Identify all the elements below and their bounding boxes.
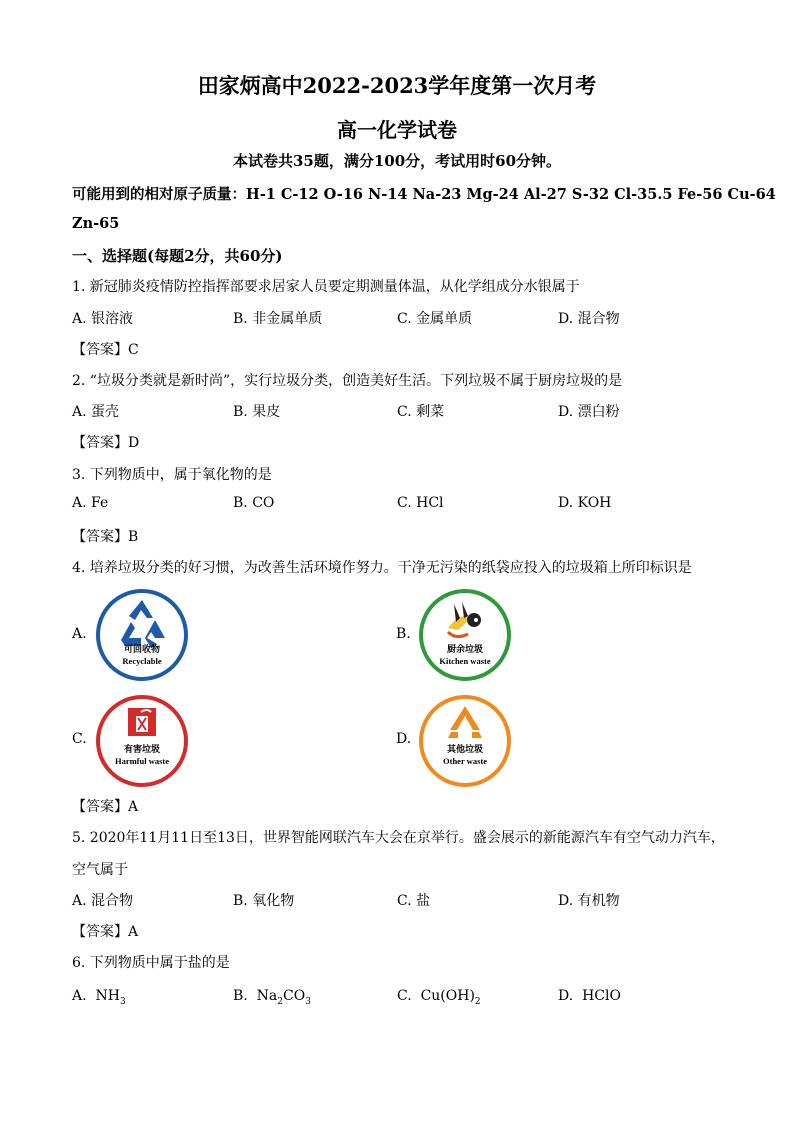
q6-option-b: B. $Na_2CO_3$ bbox=[233, 988, 311, 1007]
svg-text:Other waste: Other waste bbox=[443, 756, 487, 766]
q4-option-b-letter: B. bbox=[396, 626, 411, 642]
q1-answer: 【答案】C bbox=[72, 342, 139, 358]
svg-text:Recyclable: Recyclable bbox=[122, 656, 162, 666]
q3-answer: 【答案】B bbox=[72, 529, 139, 545]
svg-text:可回收物: 可回收物 bbox=[123, 644, 161, 654]
q4-option-d-letter: D. bbox=[396, 731, 412, 747]
question-5-stem-line2: 空气属于 bbox=[72, 862, 128, 878]
svg-text:Harmful waste: Harmful waste bbox=[114, 756, 170, 766]
q5-answer: 【答案】A bbox=[72, 924, 139, 940]
svg-text:其他垃圾: 其他垃圾 bbox=[446, 744, 484, 754]
question-3-stem: 3. 下列物质中，属于氧化物的是 bbox=[72, 467, 272, 483]
atomic-masses-line1: 可能用到的相对原子质量：H-1 C-12 O-16 N-14 Na-23 Mg-24 Al-27 S-32 Cl-35.5 Fe-56 Cu-64 bbox=[72, 186, 776, 203]
svg-text:有害垃圾: 有害垃圾 bbox=[123, 744, 161, 754]
atomic-masses-line2: Zn-65 bbox=[72, 215, 120, 232]
q2-option-b: B. 果皮 bbox=[233, 404, 281, 420]
hazard-bottle-icon bbox=[128, 708, 156, 736]
q5-option-d: D. 有机物 bbox=[558, 893, 620, 909]
q6-option-a: A. $NH_3$ bbox=[72, 988, 126, 1007]
q4-option-c-letter: C. bbox=[72, 731, 87, 747]
q4-answer: 【答案】A bbox=[72, 799, 139, 815]
q2-answer: 【答案】D bbox=[72, 435, 140, 451]
q1-option-c: C. 金属单质 bbox=[397, 311, 473, 327]
other-waste-icon bbox=[418, 694, 512, 792]
q5-option-c: C. 盐 bbox=[397, 893, 431, 909]
q6-option-d: D. HClO bbox=[558, 988, 621, 1004]
question-2-stem: 2. “垃圾分类就是新时尚”，实行垃圾分类，创造美好生活。下列垃圾不属于厨房垃圾的是 bbox=[72, 373, 623, 389]
q1-option-a: A. 银溶液 bbox=[72, 311, 134, 327]
q3-option-a: A. Fe bbox=[72, 495, 109, 511]
section-heading: 一、选择题(每题2分，共60分) bbox=[72, 247, 283, 265]
kitchen-waste-icon bbox=[418, 588, 512, 686]
harmful-waste-icon bbox=[95, 694, 189, 792]
svg-text:Kitchen waste: Kitchen waste bbox=[439, 656, 491, 666]
q5-option-a: A. 混合物 bbox=[72, 893, 134, 909]
recyclable-icon bbox=[95, 588, 189, 686]
exam-title: 田家炳高中2022-2023学年度第一次月考 bbox=[197, 73, 597, 98]
q3-option-d: D. KOH bbox=[558, 495, 612, 511]
exam-subtitle: 高一化学试卷 bbox=[337, 118, 457, 142]
q3-option-c: C. HCl bbox=[397, 495, 444, 511]
q1-option-b: B. 非金属单质 bbox=[233, 311, 323, 327]
q2-option-d: D. 漂白粉 bbox=[558, 404, 620, 420]
question-1-stem: 1. 新冠肺炎疫情防控指挥部要求居家人员要定期测量体温，从化学组成分水银属于 bbox=[72, 279, 580, 295]
exam-info: 本试卷共35题，满分100分，考试用时60分钟。 bbox=[232, 152, 562, 170]
question-5-stem-line1: 5. 2020年11月11日至13日，世界智能网联汽车大会在京举行。盛会展示的新能源汽车有空气动力汽车， bbox=[72, 830, 725, 846]
q5-option-b: B. 氧化物 bbox=[233, 893, 295, 909]
svg-text:厨余垃圾: 厨余垃圾 bbox=[446, 644, 484, 654]
q3-option-b: B. CO bbox=[233, 495, 275, 511]
q2-option-c: C. 剩菜 bbox=[397, 404, 445, 420]
q2-option-a: A. 蛋壳 bbox=[72, 404, 120, 420]
question-6-stem: 6. 下列物质中属于盐的是 bbox=[72, 955, 230, 971]
question-4-stem: 4. 培养垃圾分类的好习惯，为改善生活环境作努力。干净无污染的纸袋应投入的垃圾箱上所印标识是 bbox=[72, 560, 692, 576]
q6-option-c: C. $Cu(OH)_2$ bbox=[397, 988, 481, 1007]
q1-option-d: D. 混合物 bbox=[558, 311, 620, 327]
q4-option-a-letter: A. bbox=[72, 626, 87, 642]
